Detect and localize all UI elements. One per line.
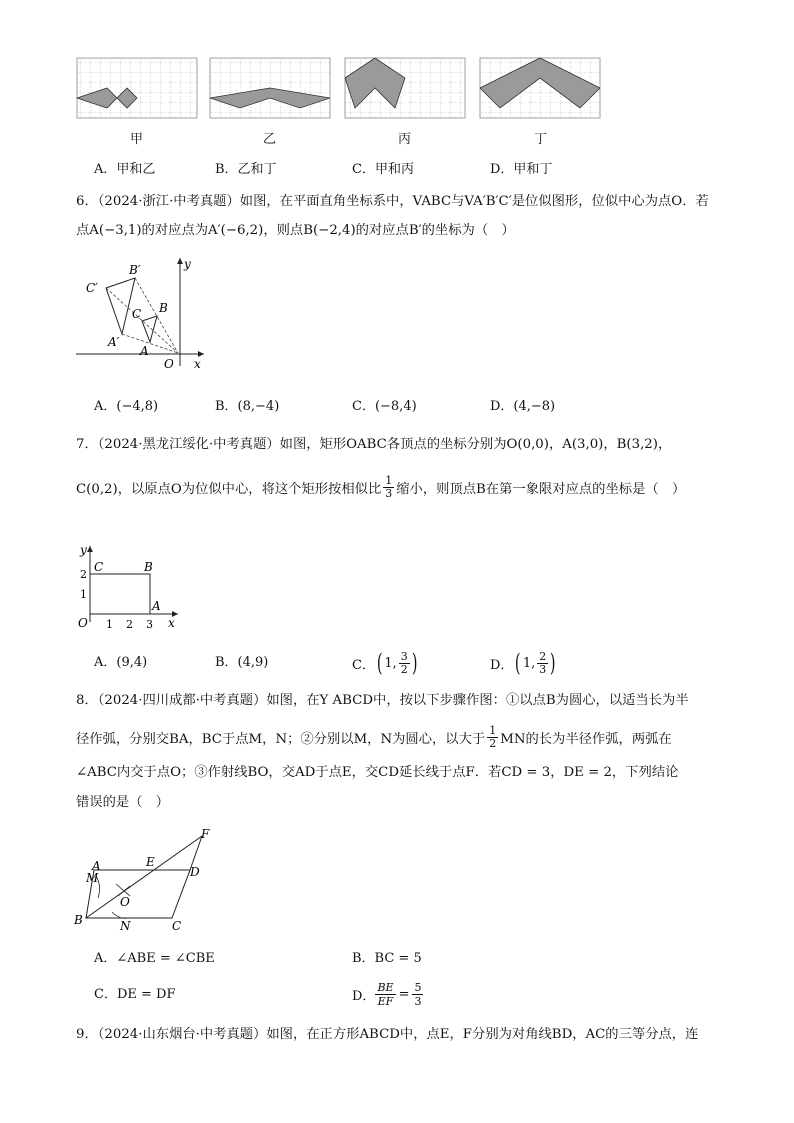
q7-ratio-fraction: [383, 475, 394, 500]
q8-line2a: 径作弧，分别交BA，BC于点M，N；②分别以M，N为圆心，以大于: [76, 731, 486, 747]
label-c: C: [172, 919, 182, 933]
q7-line2a: C(0,2)，以原点O为位似中心，将这个矩形按相似比: [76, 481, 382, 497]
label-b: B: [144, 560, 153, 574]
q7-option-d-label: D．: [490, 657, 514, 673]
paren-right: ): [411, 649, 418, 677]
label-m: M: [86, 871, 99, 885]
q8-fraction: [487, 725, 498, 750]
q7-option-c[interactable]: C． ( 1 , $\frac{3}{2}$ ): [352, 649, 418, 677]
q9-stem-line1: 9．（2024·山东烟台·中考真题）如图，在正方形ABCD中，点E，F分别为对角线BD，AC的三等分点，连: [76, 1027, 699, 1042]
q8-d-rhs-fraction: [412, 981, 423, 1008]
q7-c-a: 1: [384, 655, 393, 671]
q5-option-d[interactable]: D．甲和丁: [490, 162, 553, 177]
q7-figure: [74, 540, 186, 632]
q7-d-num: 2: [539, 649, 547, 663]
q6-stem-line1: 6．（2024·浙江·中考真题）如图，在平面直角坐标系中，VABC与VA′B′C′是位似图形，位似中心为点O．若: [76, 194, 709, 209]
tick-x-3: 3: [146, 618, 153, 631]
q7-c-fraction: [399, 651, 410, 676]
label-y: y: [80, 543, 87, 557]
tick-x-1: 1: [106, 618, 113, 631]
grid-ding: [480, 58, 600, 118]
tick-y-1: 1: [80, 588, 87, 601]
q7-frac-num: 1: [385, 473, 393, 487]
q6-figure: [72, 254, 212, 374]
label-x: x: [168, 616, 175, 630]
q8-option-c[interactable]: C．DE = DF: [94, 987, 176, 1002]
q7-line2b: 缩小，则顶点B在第一象限对应点的坐标是（ ）: [396, 481, 686, 497]
q8-option-d[interactable]: [352, 976, 423, 1012]
q8-stem-line1: 8．（2024·四川成都·中考真题）如图，在Y ABCD中，按以下步骤作图：①以点B为圆心，以适当长为半: [76, 693, 689, 708]
fig-label-jia: 甲: [130, 132, 144, 147]
label-d: D: [190, 865, 200, 879]
q8-d-den: 3: [414, 994, 422, 1008]
tick-x-2: 2: [126, 618, 133, 631]
fig-label-yi: 乙: [263, 132, 277, 147]
q8-stem-line2: [76, 720, 672, 754]
q8-d-lhs-fraction: [375, 981, 395, 1008]
q7-option-d[interactable]: D． ( 1 , $\frac{2}{3}$ ): [490, 649, 556, 677]
q8-line2b: MN的长为半径作弧，两弧在: [500, 731, 672, 747]
label-n: N: [120, 919, 131, 933]
q7-frac-den: 3: [385, 486, 393, 500]
q6-stem-line2: 点A(−3,1)的对应点为A′(−6,2)，则点B(−2,4)的对应点B′的坐标为（ ）: [76, 223, 515, 238]
paren-left: (: [376, 649, 383, 677]
label-o: O: [164, 357, 174, 371]
q5-option-c[interactable]: C．甲和丙: [352, 162, 414, 177]
label-f: F: [201, 827, 210, 841]
paren-right: ): [550, 649, 556, 677]
label-a: A: [140, 344, 149, 358]
q8-figure: [72, 826, 222, 936]
q7-d-den: 3: [539, 662, 547, 676]
q8-d-lhs-den: EF: [377, 994, 394, 1008]
q7-d-fraction: [537, 651, 548, 676]
grid-bing: [345, 58, 465, 118]
q6-option-b[interactable]: B．(8,−4): [215, 399, 280, 414]
q5-option-b[interactable]: B．乙和丁: [215, 162, 277, 177]
q5-option-a[interactable]: A．甲和乙: [94, 162, 156, 177]
grid-jia: [77, 58, 197, 118]
grid-yi: [210, 58, 330, 118]
q6-option-d[interactable]: D．(4,−8): [490, 399, 556, 414]
q6-option-c[interactable]: C．(−8,4): [352, 399, 417, 414]
q6-option-a[interactable]: A．(−4,8): [94, 399, 159, 414]
q8-frac-den: 2: [489, 736, 497, 750]
q8-d-equals: =: [398, 986, 410, 1002]
label-b: B: [159, 301, 168, 315]
q8-stem-line4: 错误的是（ ）: [76, 795, 170, 810]
q8-stem-line3: ∠ABC内交于点O；③作射线BO，交AD于点E，交CD延长线于点F．若CD = 3，DE = 2，下列结论: [76, 765, 679, 780]
q8-d-lhs-num: BE: [377, 980, 394, 994]
label-a: A: [92, 859, 101, 873]
q8-frac-num: 1: [489, 723, 497, 737]
tick-y-2: 2: [80, 568, 87, 581]
q7-d-a: 1: [522, 655, 532, 671]
q5-figures: [70, 52, 610, 122]
label-e: E: [146, 855, 155, 869]
q7-stem-line1: 7．（2024·黑龙江绥化·中考真题）如图，矩形OABC各顶点的坐标分别为O(0,0)，A(3,0)，B(3,2)，: [76, 437, 672, 452]
q8-option-a[interactable]: A．∠ABE = ∠CBE: [94, 951, 215, 966]
q7-option-a[interactable]: A．(9,4): [94, 655, 148, 670]
label-o: O: [78, 616, 88, 630]
label-b: B: [74, 913, 83, 927]
q7-c-den: 2: [400, 662, 408, 676]
q8-d-num: 5: [414, 980, 422, 994]
q8-option-d-label: D．: [352, 988, 376, 1004]
q7-c-num: 3: [400, 649, 408, 663]
label-a: A: [152, 599, 161, 613]
q7-stem-line2: [76, 470, 685, 504]
label-c: C: [94, 560, 104, 574]
paren-left: (: [515, 649, 521, 677]
fig-label-ding: 丁: [534, 132, 548, 147]
label-c: C: [132, 307, 142, 321]
q7-option-b[interactable]: B．(4,9): [215, 655, 269, 670]
label-a-prime: A′: [108, 335, 120, 349]
q8-option-b[interactable]: B．BC = 5: [352, 951, 422, 966]
q7-option-c-label: C．: [352, 657, 375, 673]
label-c-prime: C′: [86, 281, 98, 295]
label-x: x: [194, 357, 201, 371]
label-o: O: [120, 895, 130, 909]
fig-label-bing: 丙: [398, 132, 412, 147]
label-y: y: [184, 257, 191, 271]
label-b-prime: B′: [129, 263, 141, 277]
